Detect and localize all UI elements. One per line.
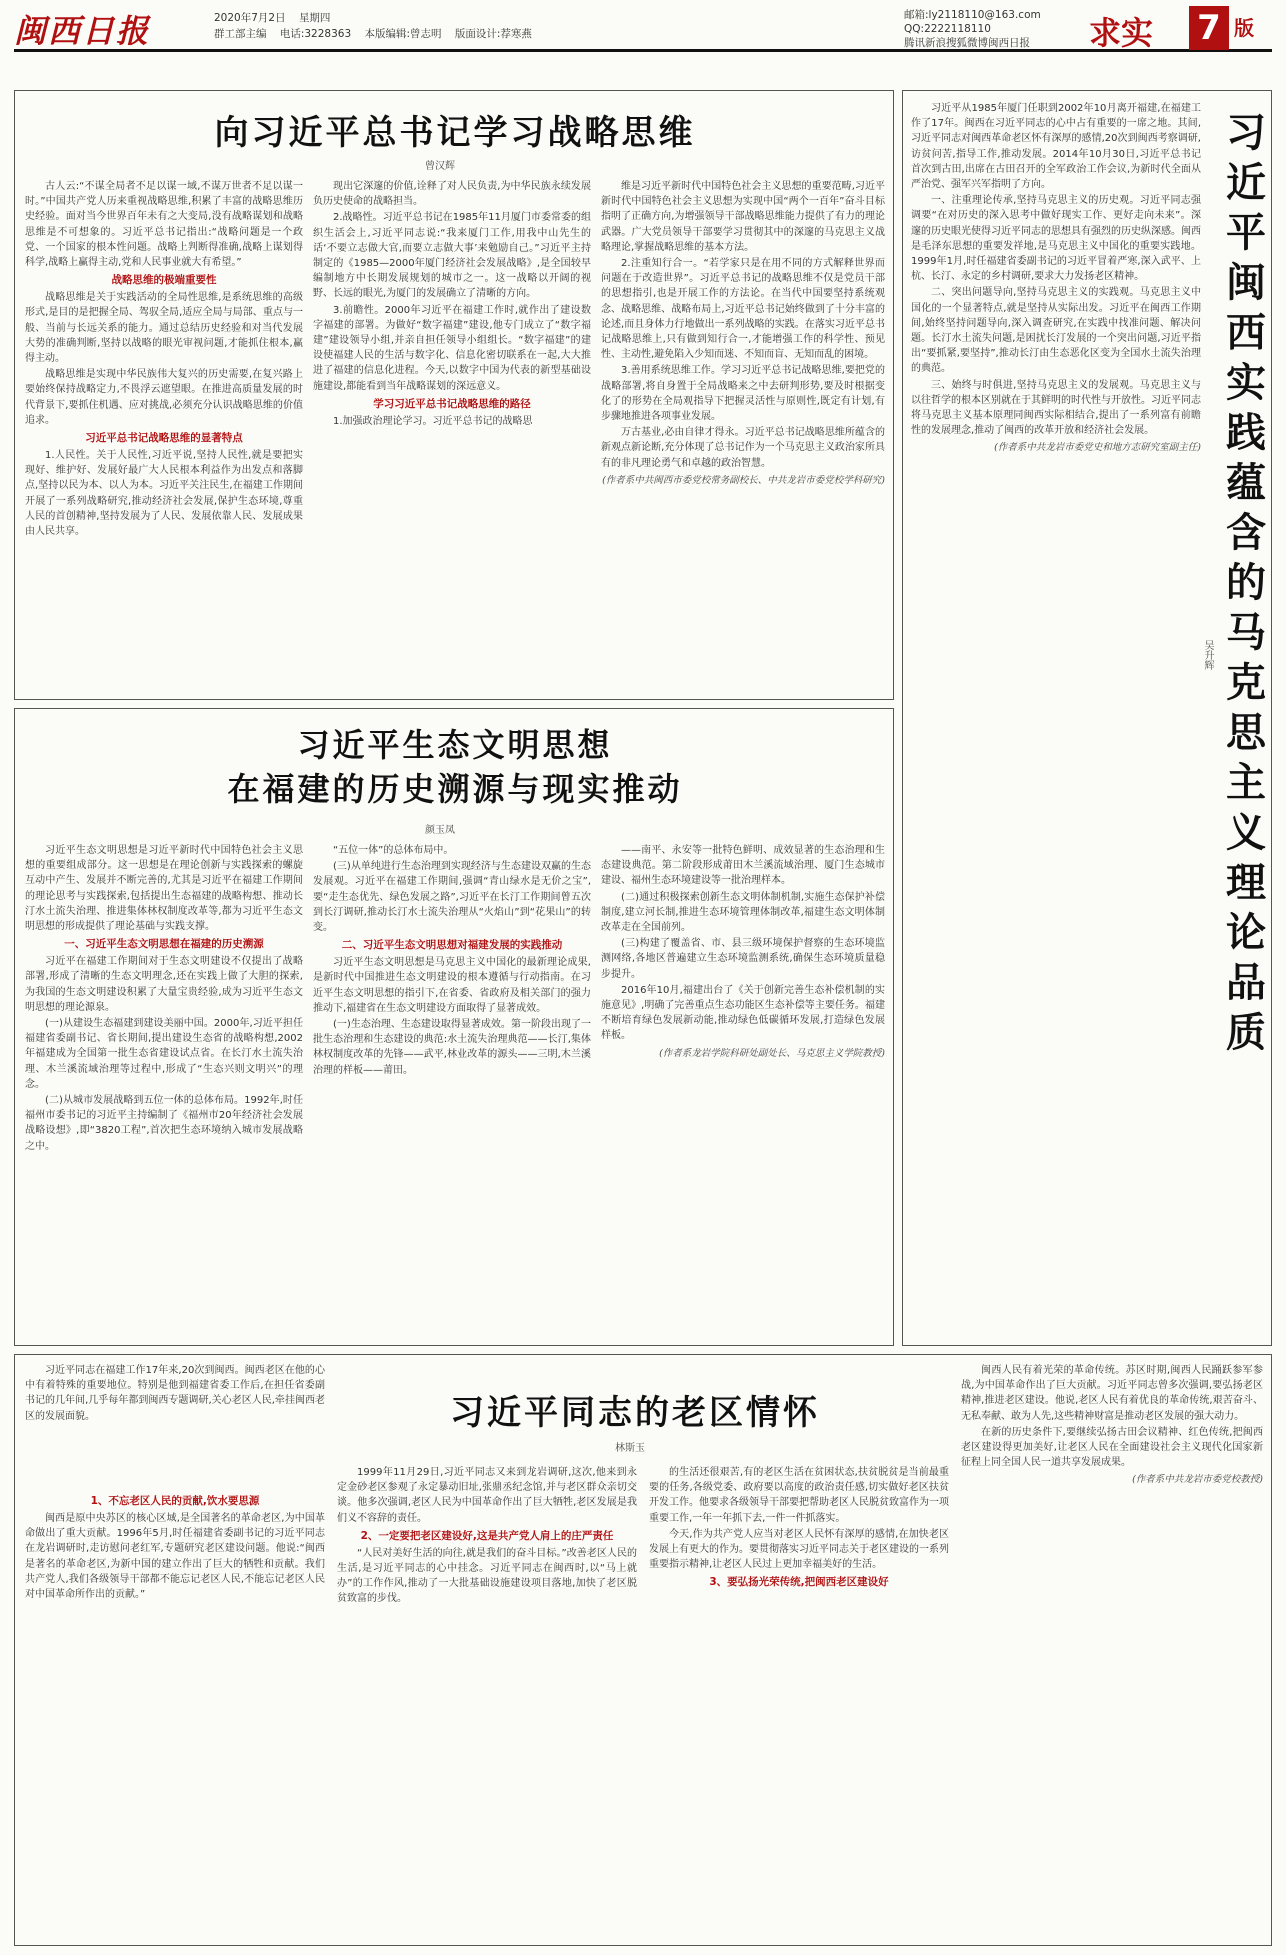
article-column-4	[961, 1363, 1263, 1939]
issue-info	[214, 10, 634, 42]
contact-info	[904, 8, 1041, 50]
article-eco-civilization	[14, 708, 894, 1346]
article-old-revolutionary-area	[14, 1354, 1272, 1946]
paragraph: “人民对美好生活的向往,就是我们的奋斗目标。”改善老区人民的生活,是习近平同志的心中挂念。习近平同志在闽西时,以“马上就办”的工作作风,推动了一大批基础设施建设项目落地,加快了老区脱贫致富的步伐。	[337, 1547, 637, 1605]
page-number: 7	[1189, 6, 1229, 50]
editor-phone: 电话:3228363	[279, 28, 352, 40]
subheading: 习近平总书记战略思维的显著特点	[85, 432, 243, 445]
article-column-2	[337, 1465, 637, 1939]
paragraph: (二)通过积极探索创新生态文明体制机制,实施生态保护补偿制度,建立河长制,推进生态环境管理体制改革,福建生态文明体制改革走在全国前列。	[601, 891, 885, 934]
paragraph: 1.加强政治理论学习。习近平总书记的战略思	[333, 415, 533, 427]
contact-qq: QQ:2222118110	[904, 23, 991, 35]
contact-wechat: 腾讯新浪搜狐微博闽西日报	[904, 37, 1030, 49]
paragraph: 万古基业,必由自律才得永。习近平总书记战略思维所蕴含的新观点新论断,充分体现了总书记作为一个马克思主义政治家所具有的非凡理论勇气和卓越的政治智慧。	[601, 427, 885, 469]
paragraph: 1.人民性。关于人民性,习近平说,坚持人民性,就是要把实现好、维护好、发展好最广大人民根本利益作为出发点和落脚点,坚持以民为本、以人为本。习近平关注民生,在福建工作期间开展了一系列战略研究,推动经济社会发展,保护生态环境,尊重人民的首创精神,坚持发展为了人民、发展依靠人民、发展成果由人民共享。	[25, 450, 303, 538]
paragraph: 现出它深邃的价值,诠释了对人民负责,为中华民族永续发展负历史使命的战略担当。	[313, 181, 591, 208]
editor-dept: 群工部主编	[214, 28, 267, 40]
subheading: 1、不忘老区人民的贡献,饮水要思源	[90, 1495, 260, 1507]
subheading: 3、要弘扬光荣传统,把闽西老区建设好	[709, 1576, 889, 1589]
paragraph: 一、注重理论传承,坚持马克思主义的历史观。习近平同志强调要“在对历史的深入思考中做好现实工作、更好走向未来”。深邃的历史眼光使得习近平同志的思想具有强烈的历史纵深感。闽西是毛泽东思想的重要发祥地,是马克思主义中国化的重要实践地。1999年1月,时任福建省委副书记的习近平冒着严寒,深入武平、上杭、长汀、永定的乡村调研,要求大力发扬老区精神。	[911, 195, 1201, 283]
subheading: 学习习近平总书记战略思维的路径	[373, 397, 531, 410]
article-column-1	[25, 179, 303, 694]
article-byline: 曾汉辉	[425, 161, 455, 172]
article-column-2	[313, 179, 591, 694]
author-note: (作者系中共闽西市委党校常务副校长、中共龙岩市委党校学科研究)	[602, 474, 885, 486]
paragraph: “五位一体”的总体布局中。	[333, 845, 454, 856]
newspaper-logo: 闽西日报	[14, 12, 151, 50]
paragraph: 习近平在福建工作期间对于生态文明建设不仅提出了战略部署,形成了清晰的生态文明理念,还在实践上做了大胆的探索,为我国的生态文明建设积累了大量宝贵经验,成为习近平生态文明思想的理论源泉。	[25, 956, 303, 1013]
layout-designer: 版面设计:荐寒燕	[454, 28, 532, 40]
paragraph: (二)从城市发展战略到五位一体的总体布局。1992年,时任福州市委书记的习近平主持编制了《福州市20年经济社会发展战略设想》,即“3820工程”,首次把生态环境纳入城市发展战略之中。	[25, 1095, 303, 1152]
paragraph: (一)生态治理、生态建设取得显著成效。第一阶段出现了一批生态治理和生态建设的典范:水土流失治理典范——长汀,集体林权制度改革的先锋——武平,林业改革的源头——三明,木兰溪治理的样板——莆田。	[313, 1019, 591, 1076]
section-name: 求实	[1089, 14, 1154, 52]
article-strategic-thinking	[14, 90, 894, 700]
article-column-3	[601, 843, 885, 1339]
vertical-article-title: 习近平闽西实践蕴含的马克思主义理论品质	[1226, 109, 1266, 1056]
paragraph: 今天,作为共产党人应当对老区人民怀有深厚的感情,在加快老区发展上有更大的作为。要贯彻落实习近平同志关于老区建设的一系列重要指示精神,让老区人民过上更加幸福美好的生活。	[649, 1528, 949, 1571]
article-title: 向习近平总书记学习战略思维	[214, 113, 696, 153]
paragraph: 2.注重知行合一。“若学家只是在用不同的方式解释世界而问题在于改造世界”。习近平总书记的战略思维不仅是党员干部的思想指引,也是开展工作的方法论。在当代中国要坚持系统观念、战略思维、战略布局上,习近平总书记始终做到了十分丰富的论述,而且身体力行地做出一系列战略的实践。在落实习近平总书记战略思维上,只有做到知行合一,才能增强工作的科学性、预见性、主动性,避免陷入少知而迷、不知而盲、无知而乱的困境。	[601, 258, 885, 361]
paragraph: 1999年11月29日,习近平同志又来到龙岩调研,这次,他来到永定金砂老区参观了永定暴动旧址,张鼎丞纪念馆,并与老区群众亲切交谈。他多次强调,老区人民为中国革命作出了巨大牺牲,老区发展是我们义不容辞的责任。	[337, 1467, 637, 1524]
page-suffix: 版	[1234, 16, 1254, 40]
vertical-byline: 吴升辉	[1202, 640, 1213, 670]
paragraph: 在新的历史条件下,要继续弘扬古田会议精神、红色传统,把闽西老区建设得更加美好,让老区人民在全面建设社会主义现代化国家新征程上同全国人民一道共享发展成果。	[961, 1426, 1263, 1469]
title-line-1: 习近平生态文明思想	[297, 726, 613, 764]
paragraph: (一)从建设生态福建到建设美丽中国。2000年,习近平担任福建省委副书记、省长期间,提出建设生态省的战略构想,2002年福建成为全国第一批生态省建设试点省。在长汀水土流失治理、木兰溪流域治理等过程中,形成了“生态兴则文明兴”的理念。	[25, 1018, 303, 1090]
paragraph: 三、始终与时俱进,坚持马克思主义的发展观。马克思主义与以往哲学的根本区别就在于其鲜明的时代性与开放性。习近平同志将马克思主义基本原理同闽西实际相结合,提出了一系列富有前瞻性的发展理念,推动了闽西的改革开放和经济社会发展。	[911, 379, 1201, 437]
paragraph: 战略思维是实现中华民族伟大复兴的历史需要,在复兴路上要始终保持战略定力,不畏浮云遮望眼。在推进高质量发展的时代背景下,要抓住机遇、应对挑战,必须充分认识战略思维的价值追求。	[25, 369, 303, 426]
masthead	[14, 6, 1272, 52]
article-column-2	[313, 843, 591, 1339]
article-title	[15, 723, 895, 811]
paragraph: 2.战略性。习近平总书记在1985年11月厦门市委常委的组织生活会上,习近平同志说:“我来厦门工作,用我中山先生的话‘不要立志做大官,而要立志做大事’来勉励自己。”习近平主持制定的《1985—2000年厦门经济社会发展战略》,是全国较早编制地方中长期发展规划的城市之一。这一战略以开阔的视野、长远的眼光,为厦门的发展确立了清晰的方向。	[313, 212, 591, 300]
article-column	[911, 101, 1201, 1337]
author-note: (作者系龙岩学院科研处副处长、马克思主义学院教授)	[659, 1047, 885, 1059]
article-column-1	[25, 843, 303, 1339]
paragraph: 习近平生态文明思想是习近平新时代中国特色社会主义思想的重要组成部分。这一思想是在理论创新与实践探索的螺旋互动中产生、发展并不断完善的,尤其是习近平在福建工作期间的理论思考与实践探索,包括提出生态福建的战略构想、推动长汀水土流失治理、推进集体林权制度改革等,都为习近平生态文明思想的形成提供了理论基础与实践支撑。	[25, 845, 303, 933]
paragraph: 的生活还很艰苦,有的老区生活在贫困状态,扶贫脱贫是当前最重要的任务,各级党委、政府要以高度的政治责任感,切实做好老区扶贫开发工作。他要求各级领导干部要把帮助老区人民脱贫致富作为一项重要工作,一年一年抓下去,一件一件抓落实。	[649, 1467, 949, 1524]
author-note: (作者系中共龙岩市委党校教授)	[1132, 1474, 1263, 1486]
contact-email: 邮箱:ly2118110@163.com	[904, 9, 1041, 21]
subheading: 二、习近平生态文明思想对福建发展的实践推动	[341, 939, 563, 952]
article-column-1	[25, 1491, 325, 1939]
article-column-3	[601, 179, 885, 694]
paragraph: 古人云:“不谋全局者不足以谋一域,不谋万世者不足以谋一时。”中国共产党人历来重视战略思维,积累了丰富的战略思维历史经验。面对当今世界百年未有之大变局,没有战略谋划和战略思维是不可想象的。习近平总书记指出:“战略问题是一个政党、一个国家的根本性问题。战略上判断得准确,战略上谋划得科学,战略上赢得主动,党和人民事业就大有希望。”	[25, 181, 303, 269]
paragraph: 2016年10月,福建出台了《关于创新完善生态补偿机制的实施意见》,明确了完善重点生态功能区生态补偿等主要任务。福建不断培育绿色发展新动能,推动绿色低碳循环发展,打造绿色发展样板。	[601, 984, 885, 1042]
article-byline: 颜玉凤	[425, 825, 455, 836]
article-column-3	[649, 1465, 949, 1939]
paragraph: 闽西人民有着光荣的革命传统。苏区时期,闽西人民踊跃参军参战,为中国革命作出了巨大贡献。习近平同志曾多次强调,要弘扬老区精神,推进老区建设。他说,老区人民有着优良的革命传统,艰苦奋斗、无私奉献、敢为人先,这些精神财富是推动老区发展的强大动力。	[961, 1365, 1263, 1422]
article-marxist-theory	[902, 90, 1272, 1346]
paragraph: 习近平生态文明思想是马克思主义中国化的最新理论成果,是新时代中国推进生态文明建设的根本遵循与行动指南。在习近平生态文明思想的指引下,在省委、省政府及相关部门的强力推动下,福建省在生态文明建设方面取得了显著成效。	[313, 957, 591, 1014]
paragraph: 二、突出问题导向,坚持马克思主义的实践观。马克思主义中国化的一个显著特点,就是坚持从实际出发。习近平在闽西工作期间,始终坚持问题导向,深入调查研究,在实践中找准问题、解决问题。长汀水土流失问题,是困扰长汀发展的一个突出问题,习近平指出“要抓紧,要坚持”,推动长汀由生态恶化区变为全国水土流失治理的典范。	[911, 287, 1201, 375]
paragraph: 闽西是原中央苏区的核心区域,是全国著名的革命老区,为中国革命做出了重大贡献。1996年5月,时任福建省委副书记的习近平同志在龙岩调研时,走访慰问老红军,专题研究老区建设问题。他说:“闽西是著名的革命老区,为新中国的建立作出了巨大的牺牲和贡献。我们共产党人,我们各级领导干部都不能忘记老区人民,不能忘记老区人民对中国革命所作出的贡献。”	[25, 1513, 325, 1601]
article-intro	[25, 1363, 325, 1487]
subheading: 一、习近平生态文明思想在福建的历史溯源	[64, 938, 264, 951]
subheading: 2、一定要把老区建设好,这是共产党人肩上的庄严责任	[360, 1529, 614, 1542]
article-byline: 林斯玉	[615, 1443, 645, 1454]
title-line-2: 在福建的历史溯源与现实推动	[227, 770, 683, 808]
paragraph: 3.善用系统思维工作。学习习近平总书记战略思维,要把党的战略部署,将自身置于全局战略来之中去研判形势,要及时根据变化了的形势在全局观指导下把握灵活性与原则性,既定有计划,有步骤地推进各项事业发展。	[601, 365, 885, 423]
issue-weekday: 星期四	[298, 12, 331, 24]
author-note: (作者系中共龙岩市委党史和地方志研究室副主任)	[994, 442, 1201, 454]
duty-editor: 本版编辑:曾志明	[364, 28, 442, 40]
paragraph: 习近平同志在福建工作17年来,20次到闽西。闽西老区在他的心中有着特殊的重要地位。特别是他到福建省委工作后,在担任省委副书记的几年间,几乎每年都到闽西专题调研,关心老区人民,牵挂闽西老区的发展面貌。	[25, 1365, 325, 1422]
issue-date: 2020年7月2日	[214, 12, 286, 24]
paragraph: ——南平、永安等一批特色鲜明、成效显著的生态治理和生态建设典范。第二阶段形成莆田木兰溪流域治理、厦门生态城市建设、福州生态环境建设等一批治理样本。	[601, 845, 885, 887]
paragraph: (三)构建了覆盖省、市、县三级环境保护督察的生态环境监测网络,各地区普遍建立生态环境监测系统,确保生态环境质量稳步提升。	[601, 938, 885, 980]
paragraph: (三)从单纯进行生态治理到实现经济与生态建设双赢的生态发展观。习近平在福建工作期间,强调“青山绿水是无价之宝”,要“走生态优先、绿色发展之路”,习近平在长汀工作期间曾五次到长汀调研,推动长汀水土流失治理从“火焰山”到“花果山”的转变。	[313, 861, 591, 934]
paragraph: 3.前瞻性。2000年习近平在福建工作时,就作出了建设数字福建的部署。为做好“数字福建”建设,他专门成立了“数字福建”建设领导小组,并亲自担任领导小组组长。“数字福建”的建设使福建人民的生活与数字化、信息化密切联系在一起,大大推进了福建的信息化进程。今天,以数字中国为代表的新型基础设施建设,都能看到当年战略谋划的深远意义。	[313, 304, 591, 392]
paragraph: 维是习近平新时代中国特色社会主义思想的重要范畴,习近平新时代中国特色社会主义思想为实现中国“两个一百年”奋斗目标指明了正确方向,为增强领导干部战略思维能力提供了有力的理论武器。广大党员领导干部要学习贯彻其中的深邃的马克思主义战略理论,掌握战略思维的基本方法。	[601, 181, 885, 253]
paragraph: 习近平从1985年厦门任职到2002年10月离开福建,在福建工作了17年。闽西在习近平同志的心中占有重要的一席之地。其间,习近平同志对闽西革命老区怀有深厚的感情,20次到闽西考察调研,访贫问苦,指导工作,推动发展。2014年10月30日,习近平总书记首次到古田,出席在古田召开的全军政治工作会议,为新时代全面从严治党、强军兴军指明了方向。	[911, 103, 1201, 191]
paragraph: 战略思维是关于实践活动的全局性思维,是系统思维的高级形式,是目的是把握全局、驾驭全局,适应全局与局部、重点与一般、当前与长远关系的能力。通过总结历史经验和对当代发展大势的准确判断,坚持以战略的眼光审视问题,才能抓住根本,赢得主动。	[25, 292, 303, 365]
article-title: 习近平同志的老区情怀	[450, 1393, 820, 1433]
subheading: 战略思维的极端重要性	[111, 274, 217, 287]
